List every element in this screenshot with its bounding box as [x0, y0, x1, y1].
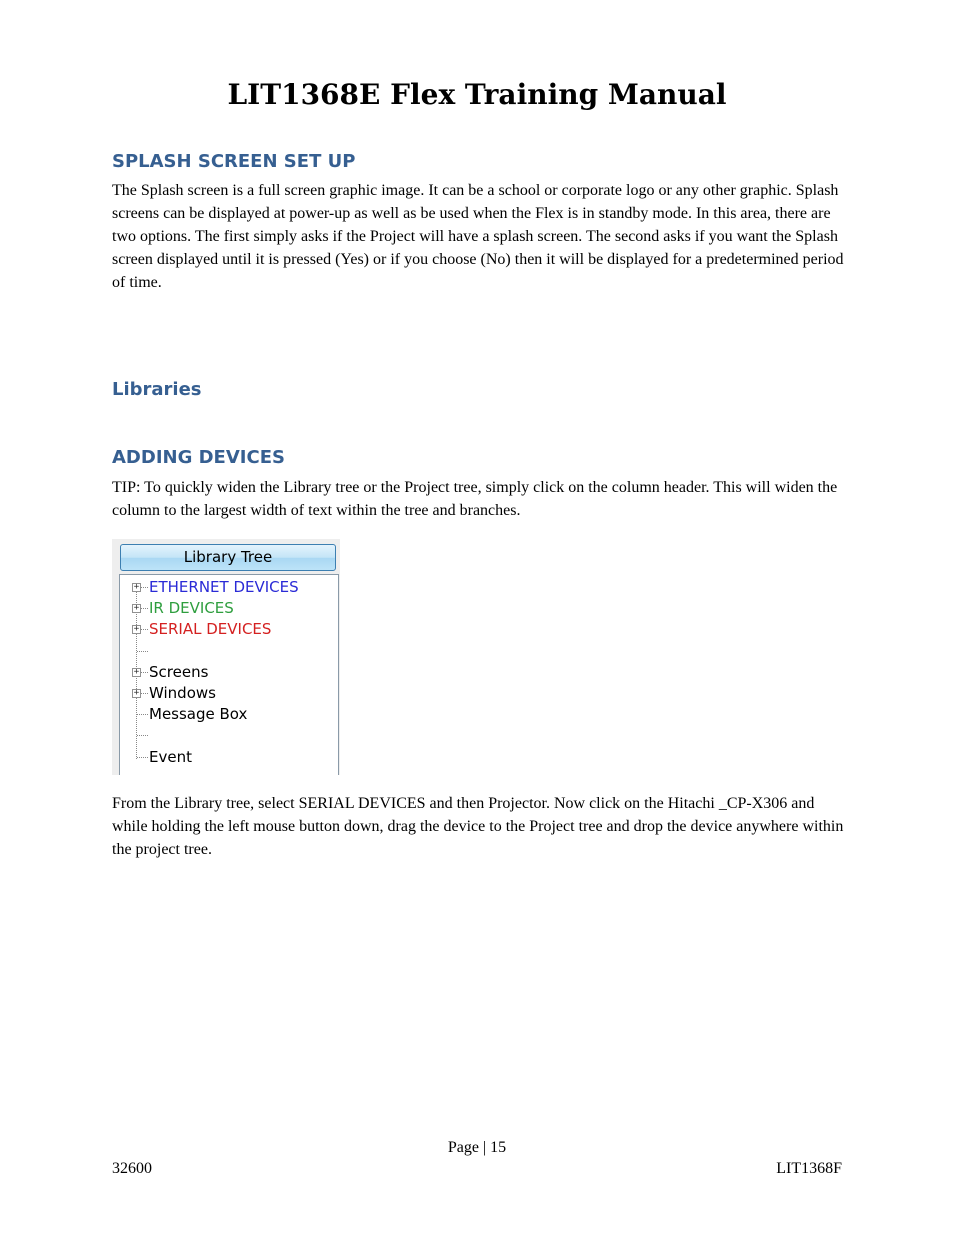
tree-item[interactable]	[120, 662, 338, 683]
tree-item-label: Screens	[149, 662, 209, 681]
tree-item[interactable]	[120, 704, 338, 725]
expand-plus-icon[interactable]: +	[133, 624, 140, 635]
tree-item[interactable]	[120, 747, 338, 768]
tree-branch-connector	[137, 651, 148, 652]
document-title: LIT1368E Flex Training Manual	[227, 78, 727, 111]
tree-branch-connector	[137, 735, 148, 736]
tree-item-label: SERIAL DEVICES	[149, 620, 272, 639]
tree-item[interactable]	[120, 619, 338, 640]
tree-item[interactable]	[120, 683, 338, 704]
library-tree-header[interactable]: Library Tree	[120, 544, 336, 571]
library-tree-panel	[119, 574, 339, 775]
expand-plus-icon[interactable]: +	[133, 603, 140, 614]
tip-paragraph: TIP: To quickly widen the Library tree or the Project tree, simply click on the column header. This will widen the column to the largest width of text within the tree and branches.	[112, 479, 838, 519]
tree-item-label: Event	[149, 747, 192, 766]
tree-branch-connector	[137, 757, 148, 758]
tree-item[interactable]	[120, 598, 338, 619]
tree-branch-connector	[137, 714, 148, 715]
instruction-paragraph: From the Library tree, select SERIAL DEVICES and then Projector. Now click on the Hitachi _CP-X306 and while holding the left mouse button down, drag the device to the Project tree and drop the device anywhere within the project tree.	[112, 795, 844, 858]
tree-item-blank	[120, 641, 338, 662]
expand-plus-icon[interactable]: +	[133, 666, 140, 677]
footer-doc-code: LIT1368F	[776, 1160, 842, 1177]
section-heading-splash: SPLASH SCREEN SET UP	[112, 151, 356, 172]
splash-paragraph: The Splash screen is a full screen graphic image. It can be a school or corporate logo or any other graphic. Splash screens can be displayed at power-up as well as be used when the Flex is in standby mode. In this area, there are two options. The first simply asks if the Project will have a splash screen. The second asks if you want the Splash screen displayed until it is pressed (Yes) or if you choose (No) then it will be displayed for a predetermined period of time.	[112, 182, 844, 291]
footer-page-number: Page | 15	[447, 1139, 507, 1156]
library-tree-screenshot	[112, 539, 340, 775]
tree-item-label: Windows	[149, 684, 216, 702]
tree-item-label: IR DEVICES	[149, 599, 234, 618]
expand-plus-icon[interactable]: +	[133, 582, 140, 592]
tree-item-blank	[120, 725, 338, 746]
tree-item-label: Message Box	[149, 705, 248, 724]
tree-item-label: ETHERNET DEVICES	[149, 578, 299, 596]
footer-doc-number: 32600	[112, 1160, 152, 1177]
section-heading-libraries: Libraries	[112, 379, 202, 400]
expand-plus-icon[interactable]: +	[133, 688, 140, 698]
section-heading-adding-devices: ADDING DEVICES	[112, 447, 285, 468]
tree-item[interactable]	[120, 577, 338, 598]
